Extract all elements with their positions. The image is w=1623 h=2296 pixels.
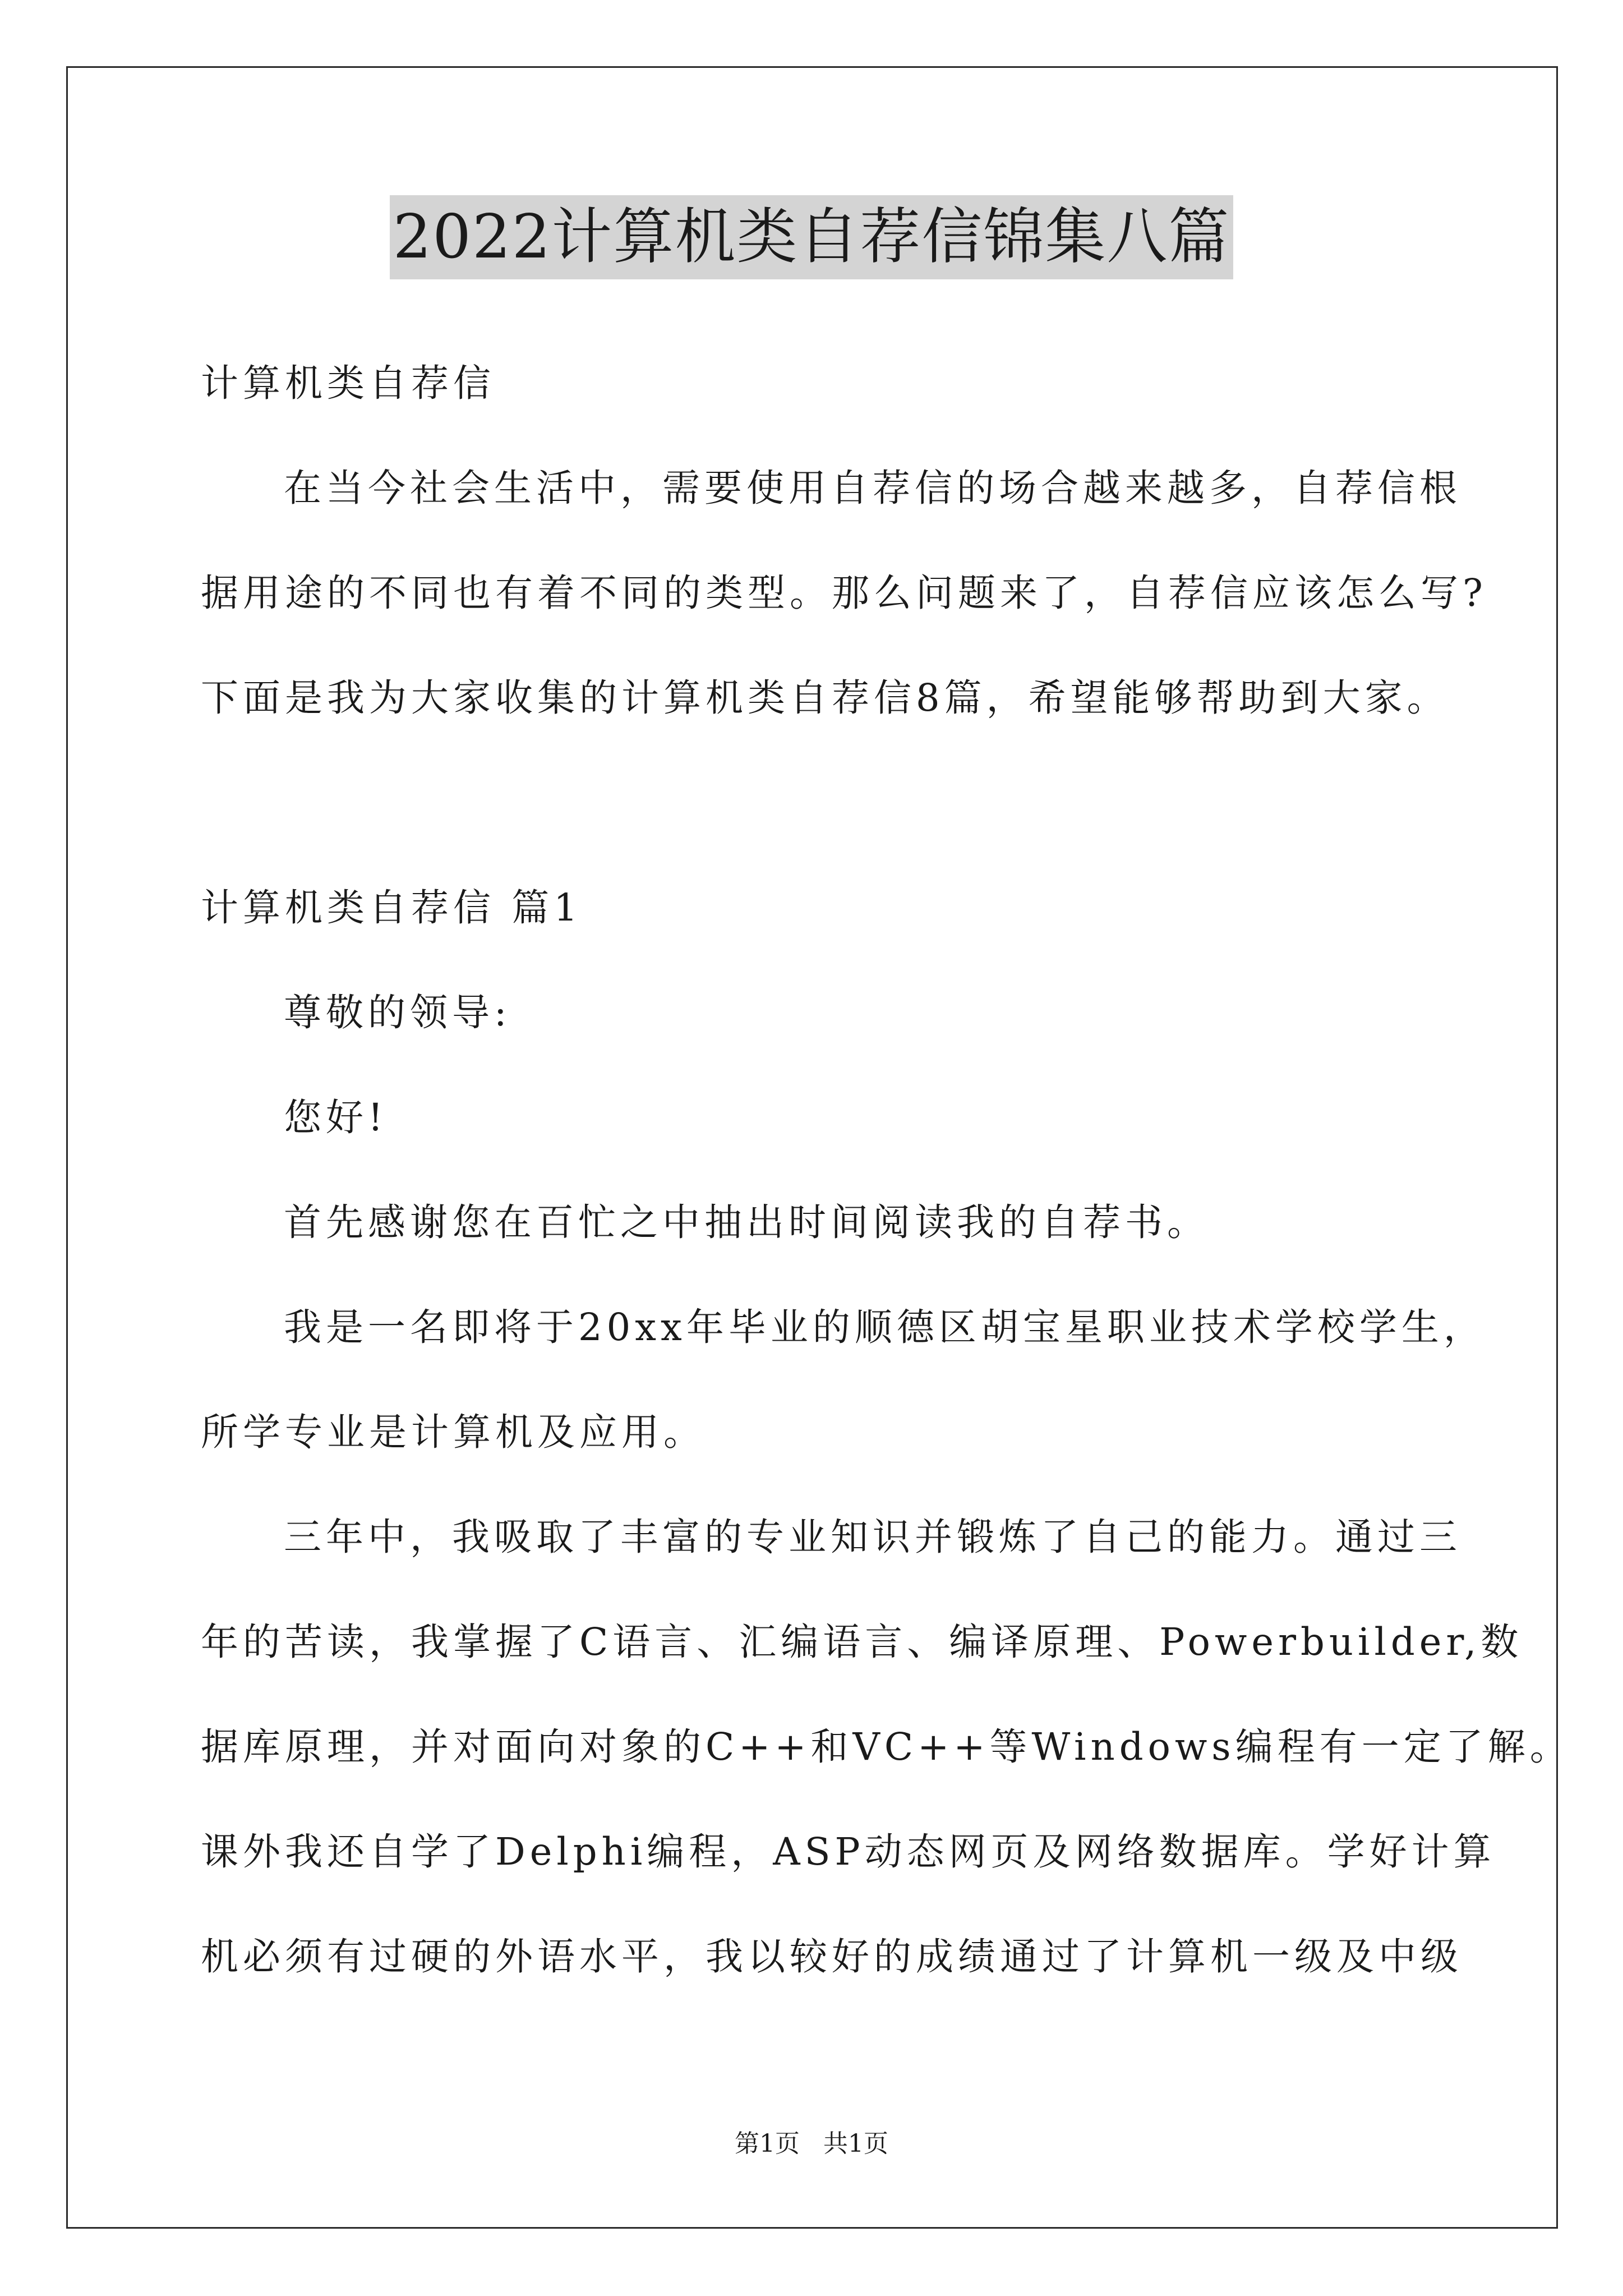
paragraph-2-line-2: 所学专业是计算机及应用。	[201, 1410, 706, 1454]
document-body	[201, 331, 1572, 2009]
section-label: 计算机类自荐信	[201, 361, 495, 405]
intro-line-3: 下面是我为大家收集的计算机类自荐信8篇，希望能够帮助到大家。	[201, 676, 1449, 720]
paragraph-3-line-1: 三年中，我吸取了丰富的专业知识并锻炼了自己的能力。通过三	[284, 1515, 1461, 1559]
title-container	[0, 195, 1623, 279]
article-heading: 计算机类自荐信 篇1	[201, 886, 582, 930]
intro-line-2: 据用途的不同也有着不同的类型。那么问题来了，自荐信应该怎么写?	[201, 571, 1487, 615]
page-footer: 第1页 共1页	[735, 2129, 888, 2158]
intro-line-1: 在当今社会生活中，需要使用自荐信的场合越来越多，自荐信根	[284, 466, 1461, 510]
paragraph-3-line-4: 课外我还自学了Delphi编程，ASP动态网页及网络数据库。学好计算	[201, 1830, 1496, 1874]
document-title: 2022计算机类自荐信锦集八篇	[390, 195, 1234, 279]
paragraph-gap	[201, 751, 1457, 855]
paragraph-3-line-5: 机必须有过硬的外语水平，我以较好的成绩通过了计算机一级及中级	[201, 1935, 1463, 1978]
paragraph-2-line-1: 我是一名即将于20xx年毕业的顺德区胡宝星职业技术学校学生，	[284, 1305, 1486, 1349]
paragraph-3-line-3: 据库原理，并对面向对象的C++和VC++等Windows编程有一定了解。	[201, 1725, 1572, 1769]
paragraph-1: 首先感谢您在百忙之中抽出时间阅读我的自荐书。	[284, 1200, 1209, 1244]
paragraph-3-line-2: 年的苦读，我掌握了C语言、汇编语言、编译原理、Powerbuilder,数	[201, 1620, 1523, 1664]
greeting: 您好!	[284, 1096, 388, 1139]
salutation: 尊敬的领导:	[284, 991, 511, 1034]
